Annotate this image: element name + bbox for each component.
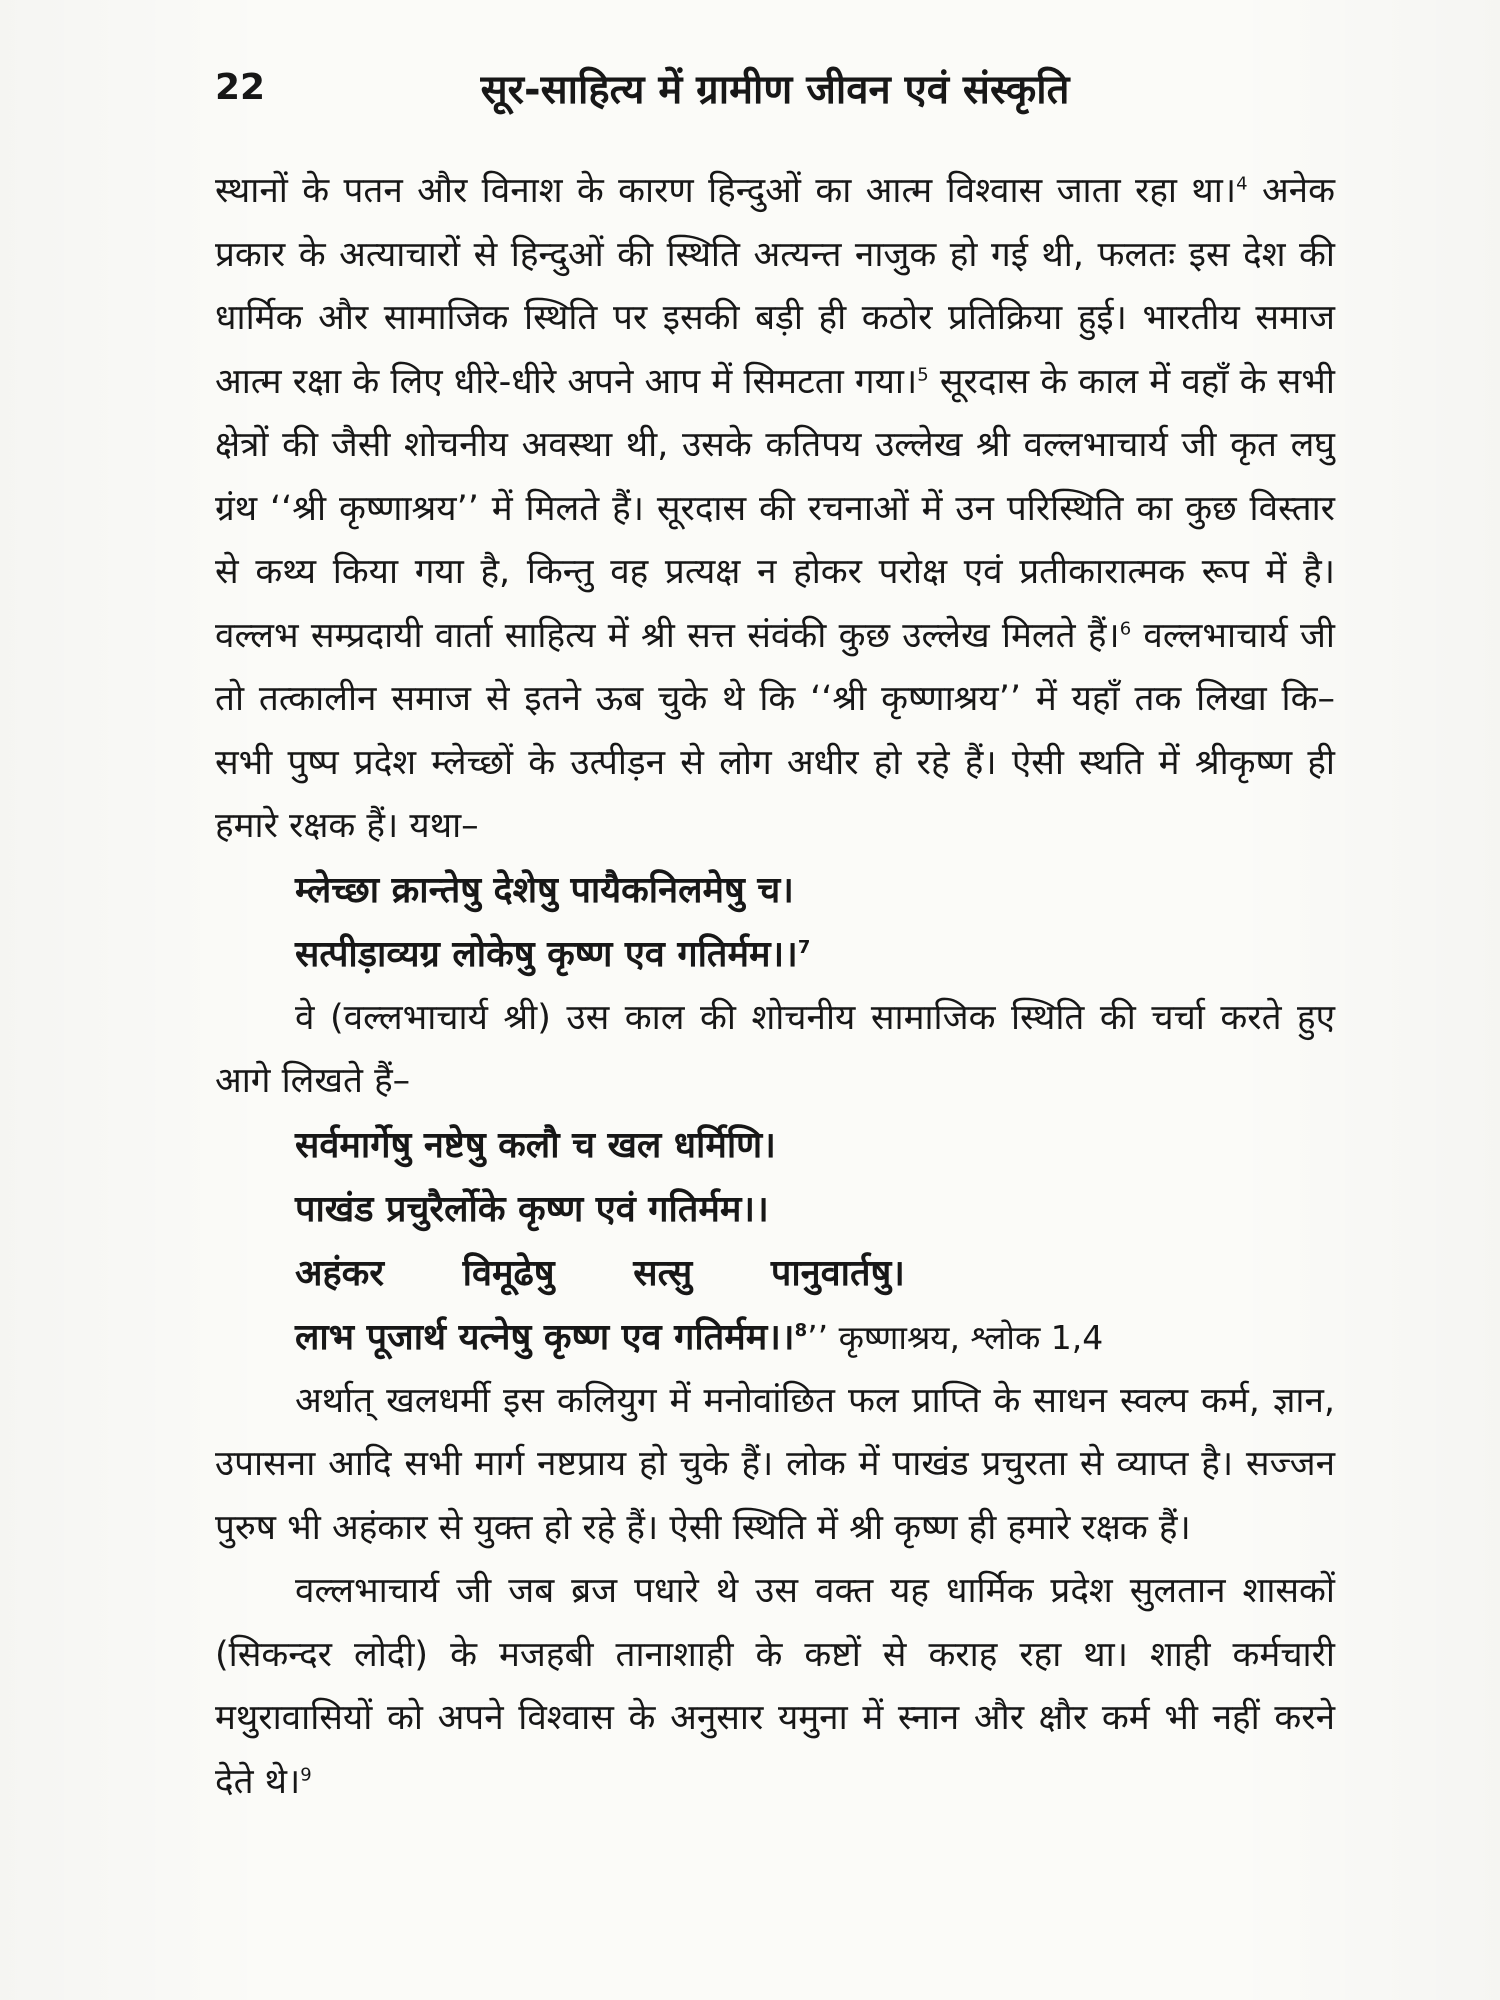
paragraph-4 [215,1560,1335,1814]
verse-citation: ’’ कृष्णाश्रय, श्लोक 1,4 [807,1317,1104,1357]
footnote-marker-7: 7 [797,936,811,958]
footnote-marker-8: 8 [794,1319,808,1341]
verse-2-line-4 [295,1306,1335,1370]
verse-2-word-1: अहंकर [295,1252,384,1294]
verse-2-word-4: पानुवार्तषु। [770,1252,905,1294]
page-body [215,160,1335,1814]
verse-2-word-2: विमूढेषु [462,1252,555,1294]
verse-1-line-2-text: सत्पीड़ाव्यग्र लोकेषु कृष्ण एव गतिर्मम।। [295,933,798,975]
footnote-marker-6: 6 [1119,617,1132,639]
verse-2-line-4-text: लाभ पूजार्थ यत्नेषु कृष्ण एव गतिर्मम।। [295,1316,795,1358]
paragraph-1-part-4: वल्लभाचार्य जी तो तत्कालीन समाज से इतने ऊब चुके थे कि ‘‘श्री कृष्णाश्रय’’ में यहाँ तक लिखा कि–सभी पुष्प प्रदेश म्लेच्छों के उत्पीड़न से लोग अधीर हो रहे हैं। ऐसी स्थति में श्रीकृष्ण ही हमारे रक्षक हैं। यथा– [215,615,1335,846]
running-title: सूर-साहित्य में ग्रामीण जीवन एवं संस्कृति [480,67,1070,113]
verse-block-1 [295,859,1335,987]
page-header [215,0,1335,160]
verse-2-line-3 [295,1242,905,1306]
footnote-marker-5: 5 [917,363,929,385]
paragraph-1-part-2: अनेक प्रकार के अत्याचारों से हिन्दुओं की स्थिति अत्यन्त नाजुक हो गई थी, फलतः इस देश की धार्मिक और सामाजिक स्थिति पर इसकी बड़ी ही कठोर प्रतिक्रिया हुई। भारतीय समाज आत्म रक्षा के लिए धीरे-धीरे अपने आप में सिमटता गया। [215,171,1335,402]
page-number: 22 [215,67,266,108]
paragraph-1-part-1: स्थानों के पतन और विनाश के कारण हिन्दुओं का आत्म विश्वास जाता रहा था। [215,171,1237,211]
verse-block-2 [295,1114,1335,1370]
paragraph-2: वे (वल्लभाचार्य श्री) उस काल की शोचनीय सामाजिक स्थिति की चर्चा करते हुए आगे लिखते हैं– [215,997,1335,1101]
paragraph-4-text: वल्लभाचार्य जी जब ब्रज पधारे थे उस वक्त यह धार्मिक प्रदेश सुलतान शासकों (सिकन्दर लोदी) के मजहबी तानाशाही के कष्टों से कराह रहा था। शाही कर्मचारी मथुरावासियों को अपने विश्वास के अनुसार यमुना में स्नान और क्षौर कर्म भी नहीं करने देते थे। [215,1571,1335,1802]
paragraph-3: अर्थात् खलधर्मी इस कलियुग में मनोवांछित फल प्राप्ति के साधन स्वल्प कर्म, ज्ञान, उपासना आदि सभी मार्ग नष्टप्राय हो चुके हैं। लोक में पाखंड प्रचुरता से व्याप्त है। सज्जन पुरुष भी अहंकार से युक्त हो रहे हैं। ऐसी स्थिति में श्री कृष्ण ही हमारे रक्षक हैं। [215,1380,1335,1548]
verse-1-line-2 [295,923,1335,987]
footnote-marker-4: 4 [1236,173,1248,195]
paragraph-1 [215,160,1335,859]
verse-2-line-1: सर्वमार्गेषु नष्टेषु कलौ च खल धर्मिणि। [295,1124,776,1166]
verse-1-line-1: म्लेच्छा क्रान्तेषु देशेषु पायैकनिलमेषु च। [295,869,794,911]
verse-2-word-3: सत्सु [633,1252,693,1294]
paragraph-1-part-3: सूरदास के काल में वहाँ के सभी क्षेत्रों की जैसी शोचनीय अवस्था थी, उसके कतिपय उल्लेख श्री वल्लभाचार्य जी कृत लघु ग्रंथ ‘‘श्री कृष्णाश्रय’’ में मिलते हैं। सूरदास की रचनाओं में उन परिस्थिति का कुछ विस्तार से कथ्य किया गया है, किन्तु वह प्रत्यक्ष न होकर परोक्ष एवं प्रतीकारात्मक रूप में है। वल्लभ सम्प्रदायी वार्ता साहित्य में श्री सत्त संवंकी कुछ उल्लेख मिलते हैं। [215,361,1335,656]
verse-2-line-2: पाखंड प्रचुरैर्लोके कृष्ण एवं गतिर्मम।। [295,1188,769,1230]
footnote-marker-9: 9 [300,1763,312,1785]
